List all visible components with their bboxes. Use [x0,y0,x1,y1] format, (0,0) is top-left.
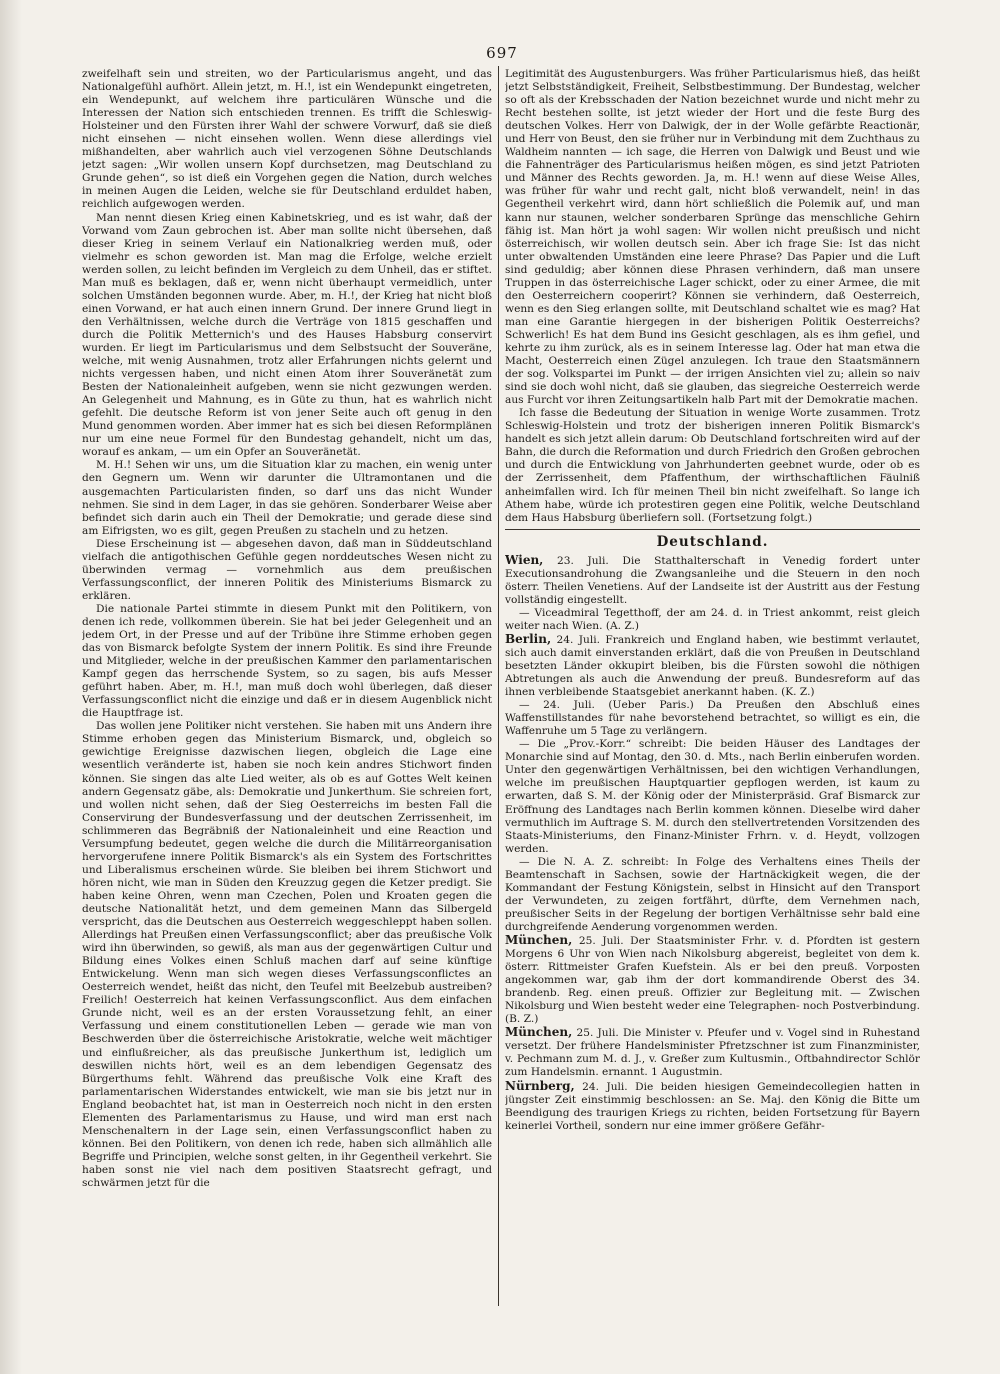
report-text: 25. Juli. Der Staatsminister Frhr. v. d. Pfordten ist gestern Morgens 6 Uhr von Wien nach Nikolsburg abgereist, begleitet von dem k. österr. Rittmeister Grafen Kuefstein. Als er bei den preuß. Vorposten angekommen war, gab ihm der dort kommandirende Oberst des 34. brandenb. Reg. einen preuß. Offizier zur Begleitung mit. — Zwischen Nikolsburg und Wien besteht weder eine Telegraphen- noch Postverbindung. (B. Z.) [505,935,920,1026]
report-place: Wien, [505,552,544,567]
report-place: Berlin, [505,631,552,646]
report-berlin-1 [505,633,920,699]
left-paragraph-6: Das wollen jene Politiker nicht verstehen. Sie haben mit uns Andern ihre Stimme erhoben gegen das Ministerium Bismarck, und, obgleich so gewichtige Ereignisse dazwischen liegen, obgleich die Lage eine wesentlich veränderte ist, haben sie noch kein andres Stichwort finden können. Sie singen das alte Lied weiter, als ob es auf Gottes Welt keinen andern Gegensatz gäbe, als: Demokratie und Junkerthum. Sie schreien fort, und wollen nicht sehen, daß der Sieg Oesterreichs im besten Fall die Conservirung der Bundesverfassung und der deutschen Zerrissenheit, im schlimmeren das Begräbniß der Nationaleinheit und eine Reaction und Versumpfung bedeutet, gegen welche die durch die Militärreorganisation hervorgerufene innere Politik Bismarck's als ein System des Fortschrittes und Liberalismus erscheinen würde. Sie bleiben bei ihrem Stichwort und hören nicht, wie man in Süden den Kreuzzug gegen die Ketzer predigt. Sie haben keine Ohren, wenn man Czechen, Polen und Kroaten gegen die deutsche Nationalität hetzt, und dem gemeinen Mann das Silbergeld verspricht, das die Deutschen aus Oesterreich weggeschleppt haben sollen. Allerdings hat Preußen einen Verfassungsconflict; aber das preußische Volk wird ihn überwinden, so gewiß, als man aus der gegenwärtigen Cultur und Bildung eines Volkes einen Schluß machen darf auf seine künftige Entwickelung. Wenn man sich wegen dieses Verfassungsconflictes an Oesterreich wendet, heißt das nicht, den Teufel mit Beelzebub austreiben? Freilich! Oesterreich hat keinen Verfassungsconflict. Aus dem einfachen Grunde nicht, weil es an der ersten Voraussetzung fehlt, an einer Verfassung und einem constitutionellen Leben — gerade wie man von Beschwerden über die österreichische Aristokratie, welche weit mächtiger und einflußreicher, als das preußische Junkerthum ist, lediglich um deswillen nichts hört, weil es an dem lebendigen Gegensatz des Bürgerthums fehlt. Während das preußische Volk eine Kraft des parlamentarischen Widerstandes entwickelt, wie man sie bis jetzt nur in England beobachtet hat, ist man in Oesterreich noch nicht in den ersten Elementen des Parlamentarismus zu Hause, und wird man erst nach Menschenaltern in der Lage sein, einen Verfassungsconflict haben zu können. Bei den Politikern, von denen ich rede, haben sich allmählich alle Begriffe und Principien, welche sonst gelten, in ihr Gegentheil verkehrt. Sie haben sonst nie viel nach dem positiven Staatsrecht gefragt, und schwärmen jetzt für die [82,720,492,1189]
report-text: 25. Juli. Die Minister v. Pfeufer und v. Vogel sind in Ruhestand versetzt. Der frühere Handelsminister Pfretzschner ist zum Finanzminister, v. Pechmann zum M. d. J., v. Greßer zum Kultusmin., Oftbahndirector Schlör zum Handelsmin. ernannt. 1 Augustmin. [505,1027,920,1079]
report-text: 24. Juli. Frankreich und England haben, wie bestimmt verlautet, sich auch damit einverstanden erklärt, daß die von Preußen in Deutschland besetzten Länder okkupirt bleiben, bis die Fürsten sowohl die nöthigen Abtretungen als auch die Anwendung der preuß. Bundesreform auf das ihnen verbleibende Staatsgebiet anerkannt haben. (K. Z.) [505,633,920,699]
report-berlin-3 [505,738,920,855]
report-berlin-4 [505,856,920,934]
report-wien-2 [505,607,920,633]
report-text: 23. Juli. Die Statthalterschaft in Venedig fordert unter Executionsandrohung die Zwangsanleihe und die Steuern in den noch österr. Theilen Venetiens. Auf der Landseite ist der Austritt aus der Festung vollständig eingestellt. [505,554,920,606]
report-place: Nürnberg, [505,1078,575,1093]
report-text: — Die „Prov.-Korr.“ schreibt: Die beiden Häuser des Landtages der Monarchie sind auf Montag, den 30. d. Mts., nach Berlin einberufen worden. Unter den gegenwärtigen Verhältnissen, bei den wichtigen Verhandlungen, welche im preußischen Hauptquartier gepflogen werden, ist kaum zu erwarten, daß S. M. der König oder der Ministerpräsid. Graf Bismarck zur Eröffnung des Landtages nach Berlin kommen können. Dieselbe wird daher vermuthlich im Auftrage S. M. durch den stellvertretenden Vorsitzenden des Staats-Ministeriums, den Finanz-Minister Frhrn. v. d. Heydt, vollzogen werden. [505,738,920,855]
left-paragraph-4: Diese Erscheinung ist — abgesehen davon, daß man in Süddeutschland vielfach die antigothischen Gefühle gegen norddeutsches Wesen nicht zu überwinden vermag — vornehmlich aus dem preußischen Verfassungsconflict, der inneren Politik des Ministeriums Bismarck zu erklären. [82,537,492,602]
right-paragraph-1: Legitimität des Augustenburgers. Was früher Particularismus hieß, das heißt jetzt Selbstständigkeit, Freiheit, Selbstbestimmung. Der Bundestag, welcher so oft als der Krebsschaden der Nation bezeichnet wurde und nicht mehr zu Recht bestehen sollte, ist jetzt wieder der Hort und die feste Burg des deutschen Volkes. Herr von Dalwigk, der in der Wolle gefärbte Reactionär, und Herr von Beust, den sie früher nur in Verbindung mit dem Zuchthaus zu Waldheim nannten — ich sage, die Herren von Dalwigk und Beust und wie die Fahnenträger des Particularismus heißen mögen, es sind jetzt Patrioten und Männer des Rechts geworden. Ja, m. H.! wenn auf diese Weise Alles, was früher für wahr und recht galt, nicht bloß verwandelt, nein! in das Gegentheil verkehrt wird, dann hört schließlich die Polemik auf, und man kann nur staunen, welcher sonderbaren Sprünge das menschliche Gehirn fähig ist. Man hört ja wohl sagen: Wir wollen nicht preußisch und nicht österreichisch, wir wollen deutsch sein. Aber ich frage Sie: Ist das nicht unter obwaltenden Umständen eine leere Phrase? Das Papier und die Luft sind geduldig; aber können diese Phrasen verhindern, daß man unsere Truppen in das österreichische Lager schickt, oder zu einer Armee, die mit den Oesterreichern cooperirt? Können sie verhindern, daß Oesterreich, wenn es den Sieg erlangen sollte, mit Deutschland schaltet wie es mag? Hat man eine Garantie hiergegen in der bisherigen Politik Oesterreichs? Schwerlich! Es hat dem Bund ins Gesicht geschlagen, als es ihm gefiel, und kehrte zu ihm zurück, als es in seinem Interesse lag. Oder hat man etwa die Macht, Oesterreich einen Zügel anzulegen. Ich traue den Staatsmännern der sog. Volkspartei im Punkt — der irrigen Ansichten viel zu; allein so naiv sind sie doch wohl nicht, daß sie glauben, das siegreiche Oesterreich werde aus Furcht vor ihren Zeitungsartikeln halb Part mit der Demokratie machen. [505,68,920,407]
report-muenchen-2 [505,1026,920,1079]
section-divider [505,529,920,530]
left-paragraph-1: zweifelhaft sein und streiten, wo der Particularismus angeht, und das Nationalgefühl aufhört. Allein jetzt, m. H.!, ist ein Wendepunkt eingetreten, ein Wendepunkt, auf welchem ihre particulären Wünsche und die Interessen der Nation sich entschieden trennen. Es trifft die Schleswig-Holsteiner und den Fürsten ihrer Wahl der schwere Vorwurf, daß sie dieß nicht einsehen — nicht einsehen wollen. Wenn diese allerdings viel mißhandelten, aber wahrlich auch viel verzogenen Söhne Deutschlands jetzt sagen: „Wir wollen unsern Kopf durchsetzen, mag Deutschland zu Grunde gehen“, so ist dieß ein Vorgehen gegen die Nation, durch welches in meinen Augen die Leiden, welche sie für Deutschland erduldet haben, reichlich aufgewogen werden. [82,68,492,211]
right-paragraph-2: Ich fasse die Bedeutung der Situation in wenige Worte zusammen. Trotz Schleswig-Holstein und trotz der bisherigen inneren Politik Bismarck's handelt es sich jetzt allein darum: Ob Deutschland fortschreiten wird auf der Bahn, die durch die Reformation und durch Friedrich den Großen gebrochen und durch die Entwicklung von Jahrhunderten geebnet wurde, oder ob es der Zerrissenheit, dem Pfaffenthum, der wirthschaftlichen Fäulniß anheimfallen wird. Ich für meinen Theil bin nicht zweifelhaft. So lange ich Athem habe, würde ich protestiren gegen eine Politik, welche Deutschland dem Haus Habsburg überliefern soll. (Fortsetzung folgt.) [505,407,920,524]
report-text: — 24. Juli. (Ueber Paris.) Da Preußen den Abschluß eines Waffenstillstandes für nahe bevorstehend betrachtet, so willigt es ein, die Waffenruhe um 5 Tage zu verlängern. [505,699,920,738]
report-berlin-2 [505,699,920,738]
report-text: 24. Juli. Die beiden hiesigen Gemeindecollegien hatten in jüngster Zeit einstimmig beschlossen: an Se. Maj. den König die Bitte um Beendigung des traurigen Kriegs zu richten, beiden Fortsetzung für Bayern keinerlei Vortheil, sondern nur eine immer größere Gefähr- [505,1080,920,1132]
left-column [82,68,492,1368]
left-paragraph-5: Die nationale Partei stimmte in diesem Punkt mit den Politikern, von denen ich rede, vollkommen überein. Sie hat bei jeder Gelegenheit und an jedem Ort, in der Presse und auf der Tribüne ihre Stimme erhoben gegen das von Bismarck befolgte System der innern Politik. Es sind ihre Freunde und Mitglieder, welche in der preußischen Kammer den parlamentarischen Kampf gegen das herrschende System, so zu sagen, bis aufs Messer geführt haben. Aber, m. H.!, man muß doch wohl überlegen, daß dieser Verfassungsconflict nicht die einzige und daß er in diesem Augenblick nicht die Hauptfrage ist. [82,602,492,720]
report-wien-1 [505,554,920,607]
left-paragraph-2: Man nennt diesen Krieg einen Kabinetskrieg, und es ist wahr, daß der Vorwand vom Zaun gebrochen ist. Aber man sollte nicht übersehen, daß dieser Krieg in seinem Verlauf ein Nationalkrieg werden muß, oder vielmehr es schon geworden ist. Man mag die Erfolge, welche erzielt werden sollen, zu leicht befinden im Vergleich zu dem Unheil, das er stiftet. Man muß es beklagen, daß er, wenn nicht überhaupt vermeidlich, unter solchen Umständen begonnen wurde. Aber, m. H.!, der Krieg hat nicht bloß einen Vorwand, er hat auch einen innern Grund. Der innere Grund liegt in den Verhältnissen, welche durch die Verträge von 1815 geschaffen und durch die Politik Metternich's und des Hauses Habsburg conservirt wurden. Er liegt im Particularismus und dem Selbstsucht der Souveräne, welche, mit wenig Ausnahmen, trotz aller Erfahrungen nichts gelernt und nichts vergessen haben, und nicht einen Atom ihrer Souveränetät zum Besten der Nationaleinheit aufgeben, wenn sie nicht gezwungen werden. An Gelegenheit und Mahnung, es in Güte zu thun, hat es wahrlich nicht gefehlt. Die deutsche Reform ist von jener Seite auch oft genug in den Mund genommen worden. Aber immer hat es sich bei diesen Reformplänen nur um eine neue Formel für den Bundestag gehandelt, nicht um das, worauf es ankam, — um ein Opfer an Souveränetät. [82,211,492,459]
left-paragraph-3: M. H.! Sehen wir uns, um die Situation klar zu machen, ein wenig unter den Gegnern um. Wenn wir darunter die Ultramontanen und die ausgemachten Particularisten finden, so darf uns das nicht Wunder nehmen. Sie sind in dem Lager, in das sie gehören. Sonderbarer Weise aber befindet sich darin auch ein Theil der Demokratie; und gerade diese sind am Eifrigsten, wo es gilt, gegen Preußen zu stacheln und zu hetzen. [82,459,492,537]
report-text: — Viceadmiral Tegetthoff, der am 24. d. in Triest ankommt, reist gleich weiter nach Wien. (A. Z.) [505,606,920,632]
section-heading: Deutschland. [656,533,769,550]
report-text: — Die N. A. Z. schreibt: In Folge des Verhaltens eines Theils der Beamtenschaft in Sachsen, sowie der Hartnäckigkeit wegen, die der Kommandant der Festung Königstein, selbst in Hinsicht auf den Transport der Verwundeten, zu zeigen fortfährt, dürfte, dem Vernehmen nach, preußischer Seits in der Regelung der bortigen Verhältnisse sehr bald eine durchgreifende Aenderung vorgenommen werden. [505,855,920,933]
scan-edge-shadow [0,0,22,1374]
column-divider [498,66,499,1306]
page-number: 697 [486,44,518,62]
report-place: München, [505,933,573,947]
report-muenchen-1 [505,934,920,1026]
report-nuernberg [505,1080,920,1133]
right-column [505,68,920,1368]
report-place: München, [505,1025,573,1040]
